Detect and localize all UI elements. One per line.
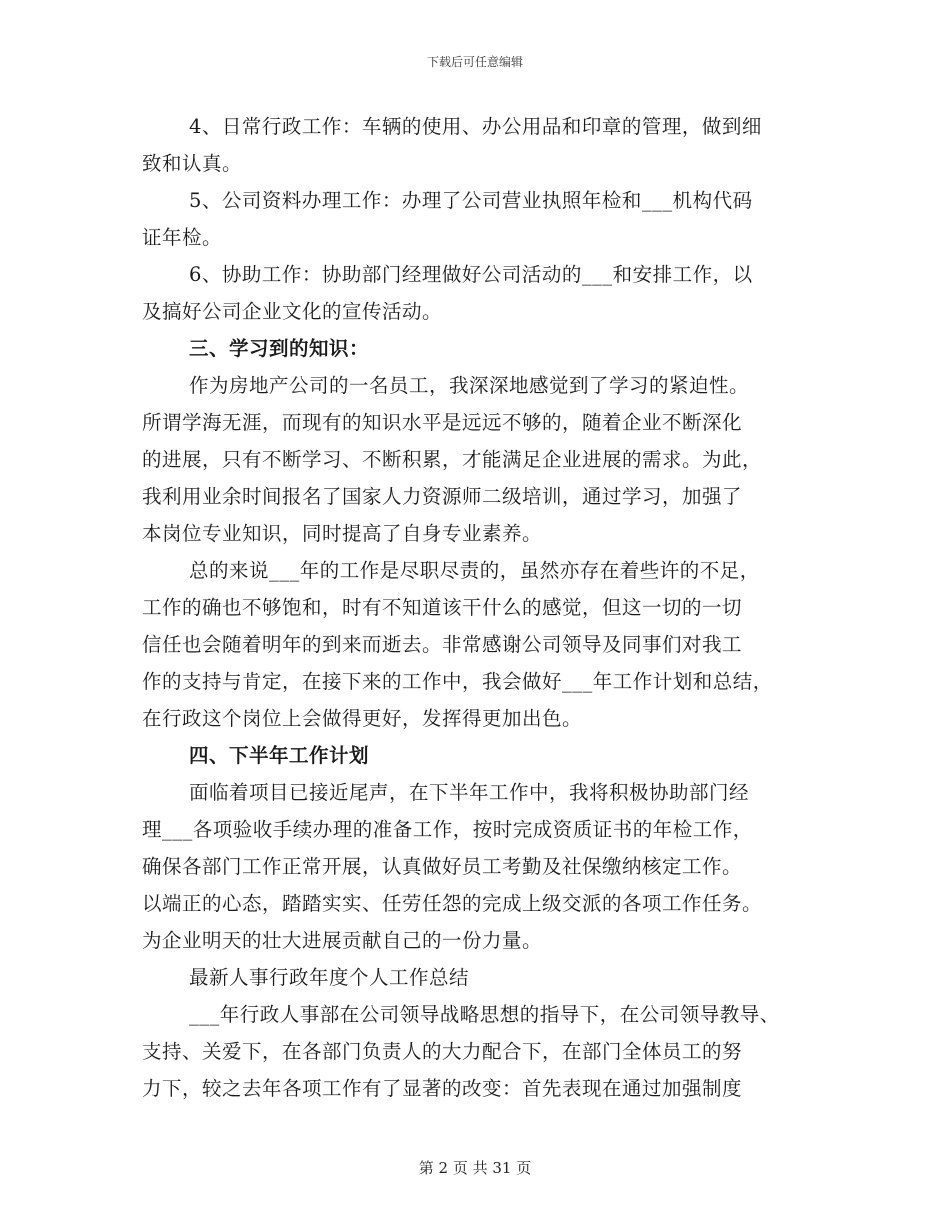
paragraph-line: 面临着项目已接近尾声，在下半年工作中，我将积极协助部门经 <box>189 781 750 804</box>
paragraph-line: 及搞好公司企业文化的宣传活动。 <box>142 300 443 323</box>
paragraph-line: 理___各项验收手续办理的准备工作，按时完成资质证书的年检工作， <box>142 818 753 841</box>
paragraph-line: 我利用业余时间报名了国家人力资源师二级培训，通过学习，加强了 <box>142 485 743 508</box>
paragraph-line: 6、协助工作：协助部门经理做好公司活动的___和安排工作，以 <box>189 263 753 286</box>
paragraph-line: 5、公司资料办理工作：办理了公司营业执照年检和___机构代码 <box>189 189 753 212</box>
document-subtitle: 最新人事行政年度个人工作总结 <box>189 966 470 989</box>
page-header: 下载后可任意编辑 <box>426 55 523 69</box>
paragraph-line: ___年行政人事部在公司领导战略思想的指导下，在公司领导教导、 <box>189 1003 780 1026</box>
paragraph-line: 支持、关爱下，在各部门负责人的大力配合下，在部门全体员工的努 <box>142 1040 743 1063</box>
paragraph-line: 的进展，只有不断学习、不断积累，才能满足企业进展的需求。为此， <box>142 448 763 471</box>
paragraph-line: 证年检。 <box>142 226 223 249</box>
page-footer: 第 2 页 共 31 页 <box>418 1159 532 1177</box>
paragraph-line: 以端正的心态，踏踏实实、任劳任怨的完成上级交派的各项工作任务。 <box>142 892 763 915</box>
paragraph-line: 为企业明天的壮大进展贡献自己的一份力量。 <box>142 929 543 952</box>
paragraph-line: 本岗位专业知识，同时提高了自身专业素养。 <box>142 522 543 545</box>
section-heading: 三、学习到的知识： <box>189 337 370 360</box>
paragraph-line: 信任也会随着明年的到来而逝去。非常感谢公司领导及同事们对我工 <box>142 633 743 656</box>
paragraph-line: 在行政这个岗位上会做得更好，发挥得更加出色。 <box>142 707 583 730</box>
paragraph-line: 4、日常行政工作：车辆的使用、办公用品和印章的管理，做到细 <box>189 115 762 138</box>
section-heading: 四、下半年工作计划 <box>189 744 370 767</box>
paragraph-line: 作为房地产公司的一名员工，我深深地感觉到了学习的紧迫性。 <box>189 374 750 397</box>
paragraph-line: 总的来说___年的工作是尽职尽责的，虽然亦存在着些许的不足， <box>189 559 760 582</box>
paragraph-line: 所谓学海无涯，而现有的知识水平是远远不够的，随着企业不断深化 <box>142 411 743 434</box>
paragraph-line: 作的支持与肯定，在接下来的工作中，我会做好___年工作计划和总结， <box>142 670 773 693</box>
paragraph-line: 工作的确也不够饱和，时有不知道该干什么的感觉，但这一切的一切 <box>142 596 743 619</box>
paragraph-line: 致和认真。 <box>142 152 243 175</box>
paragraph-line: 确保各部门工作正常开展，认真做好员工考勤及社保缴纳核定工作。 <box>142 855 743 878</box>
paragraph-line: 力下，较之去年各项工作有了显著的改变：首先表现在通过加强制度 <box>142 1077 743 1100</box>
